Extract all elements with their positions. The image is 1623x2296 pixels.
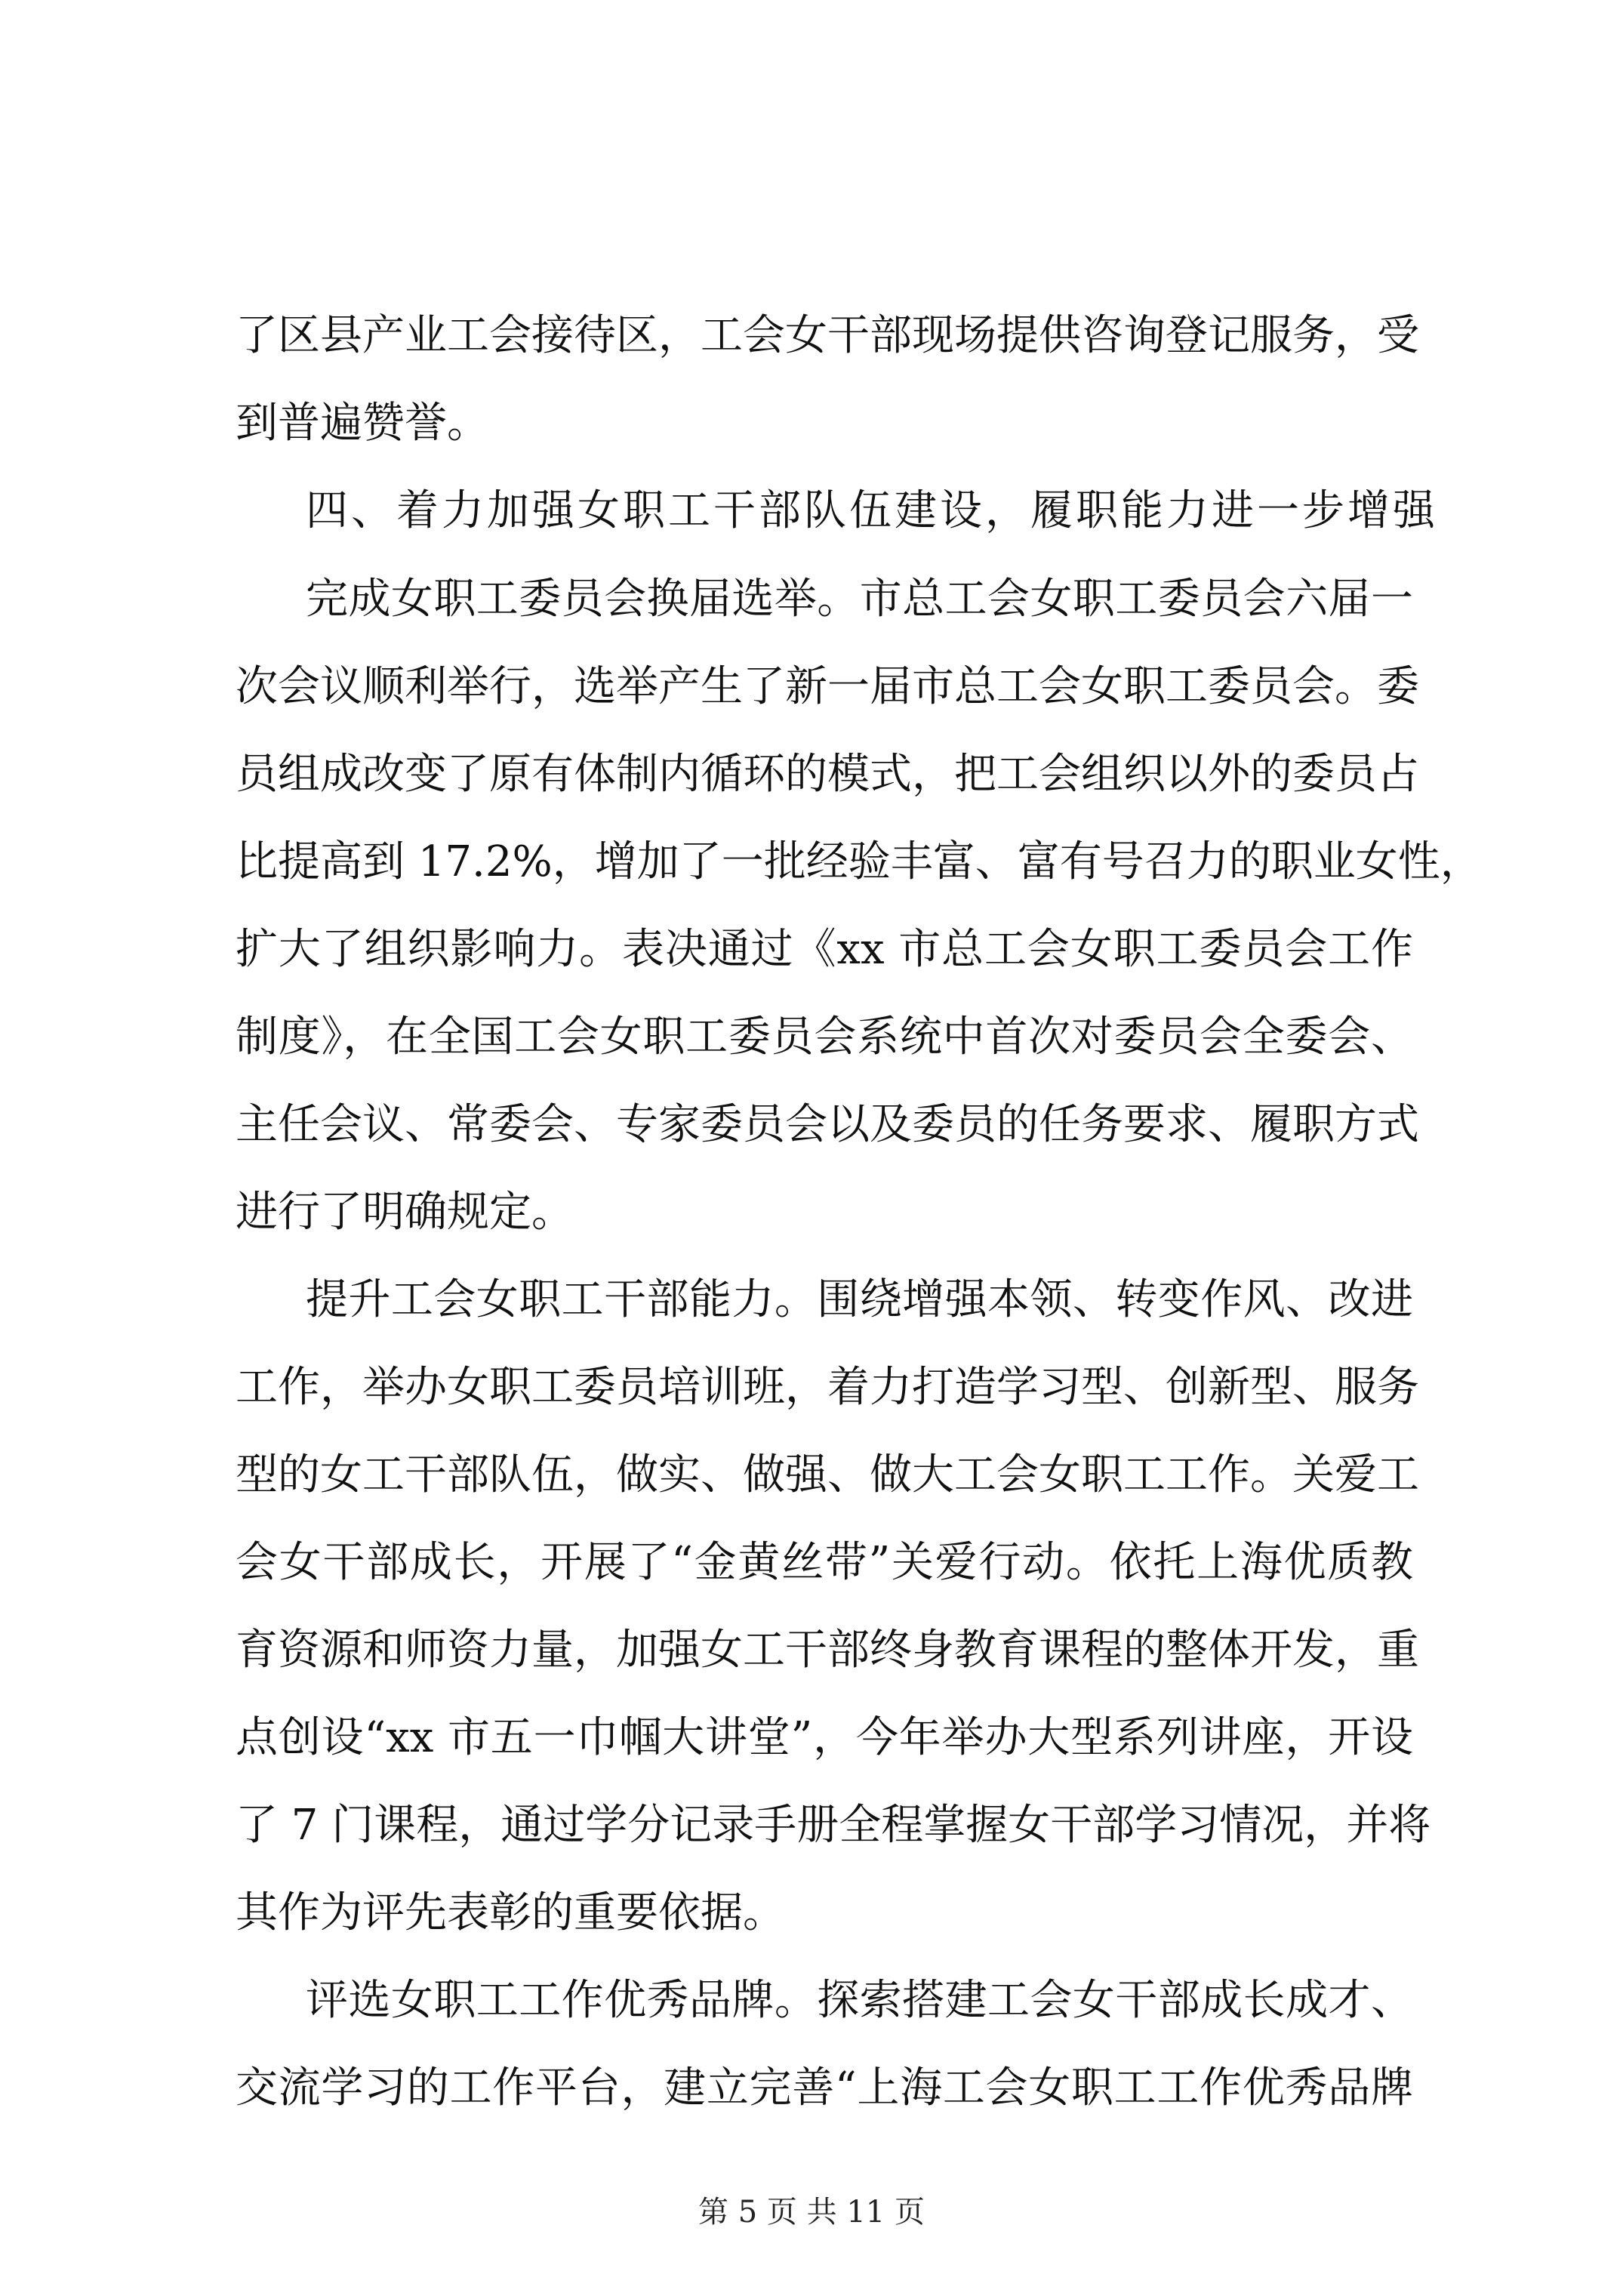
text-line: 进行了明确规定。 <box>236 1188 574 1237</box>
text-line: 会女干部成长，开展了“金黄丝带”关爱行动。依托上海优质教 <box>236 1538 1413 1587</box>
text-line: 了 7 门课程，通过学分记录手册全程掌握女干部学习情况，并将 <box>236 1801 1431 1850</box>
paragraph-first-line: 评选女职工工作优秀品牌。探索搭建工会女干部成长成才、 <box>306 1976 1413 2025</box>
text-line: 扩大了组织影响力。表决通过《xx 市总工会女职工委员会工作 <box>236 925 1413 974</box>
text-line: 交流学习的工作平台，建立完善“上海工会女职工工作优秀品牌 <box>236 2063 1413 2113</box>
page-number-footer: 第 5 页 共 11 页 <box>698 2195 925 2230</box>
text-line: 到普遍赞誉。 <box>236 399 489 448</box>
text-line: 主任会议、常委会、专家委员会以及委员的任务要求、履职方式 <box>236 1100 1419 1149</box>
text-line: 型的女工干部队伍，做实、做强、做大工会女职工工作。关爱工 <box>236 1450 1419 1499</box>
text-line: 了区县产业工会接待区，工会女干部现场提供咨询登记服务，受 <box>236 311 1419 360</box>
text-line: 比提高到 17.2%，增加了一批经验丰富、富有号召力的职业女性， <box>236 837 1483 886</box>
paragraph-first-line: 提升工会女职工干部能力。围绕增强本领、转变作风、改进 <box>306 1275 1413 1324</box>
paragraph-first-line: 完成女职工委员会换届选举。市总工会女职工委员会六届一 <box>306 575 1413 624</box>
text-line: 育资源和师资力量，加强女工干部终身教育课程的整体开发，重 <box>236 1626 1419 1675</box>
text-line: 员组成改变了原有体制内循环的模式，把工会组织以外的委员占 <box>236 750 1419 799</box>
text-line: 点创设“xx 市五一巾帼大讲堂”，今年举办大型系列讲座，开设 <box>236 1713 1413 1762</box>
section-heading: 四、着力加强女职工干部队伍建设，履职能力进一步增强 <box>306 486 1438 535</box>
text-line: 制度》，在全国工会女职工委员会系统中首次对委员会全委会、 <box>236 1012 1413 1062</box>
text-line: 次会议顺利举行，选举产生了新一届市总工会女职工委员会。委 <box>236 662 1419 711</box>
text-line: 工作，举办女职工委员培训班，着力打造学习型、创新型、服务 <box>236 1363 1419 1412</box>
text-line: 其作为评先表彰的重要依据。 <box>236 1888 785 1937</box>
